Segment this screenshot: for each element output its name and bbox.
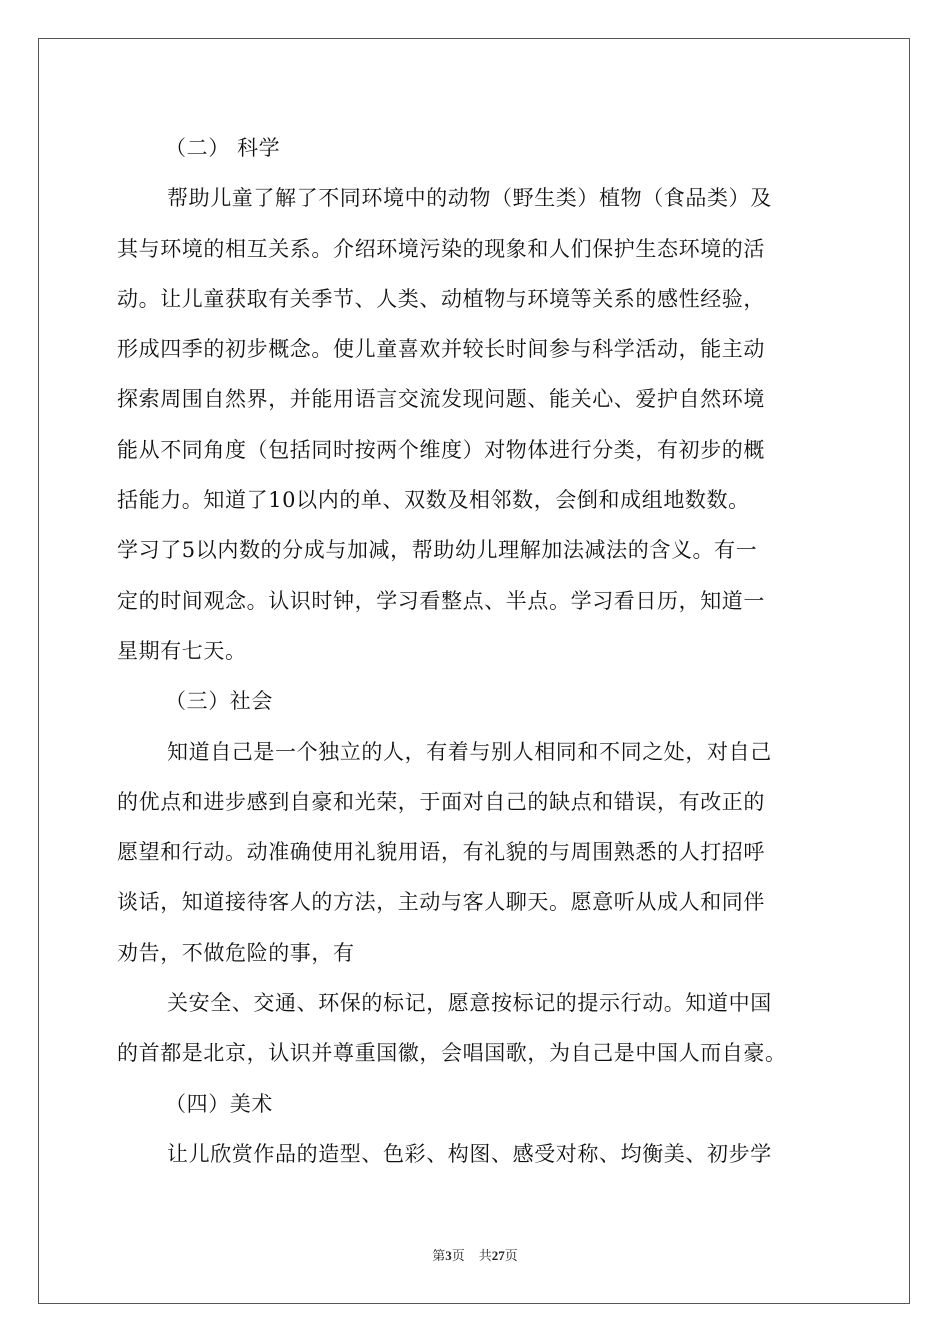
page-suffix: 页 <box>451 1248 465 1263</box>
paragraph-line: 能从不同角度（包括同时按两个维度）对物体进行分类，有初步的概 <box>117 437 765 462</box>
paragraph-line: 的优点和进步感到自豪和光荣，于面对自己的缺点和错误，有改正的 <box>117 789 765 814</box>
paragraph-line: 关安全、交通、环保的标记，愿意按标记的提示行动。知道中国 <box>167 991 772 1016</box>
total-suffix: 页 <box>504 1248 518 1263</box>
total-pages: 27 <box>491 1248 505 1263</box>
page-prefix: 第 <box>432 1248 446 1263</box>
paragraph-line: 愿望和行动。动准确使用礼貌用语，有礼貌的与周围熟悉的人打招呼 <box>117 840 765 865</box>
paragraph-line: 定的时间观念。认识时钟，学习看整点、半点。学习看日历，知道一 <box>117 588 765 613</box>
paragraph-line: 劝告，不做危险的事，有 <box>117 940 355 965</box>
paragraph-line: 形成四季的初步概念。使儿童喜欢并较长时间参与科学活动，能主动 <box>117 337 765 362</box>
paragraph-line: 帮助儿童了解了不同环境中的动物（野生类）植物（食品类）及 <box>167 186 772 211</box>
paragraph-line: 学习了5以内数的分成与加减，帮助幼儿理解加法减法的含义。有一 <box>117 538 758 563</box>
paragraph-line: 谈话，知道接待客人的方法，主动与客人聊天。愿意听从成人和同伴 <box>117 890 765 915</box>
paragraph-line: 的首都是北京，认识并尊重国徽，会唱国歌，为自己是中国人而自豪。 <box>117 1041 787 1066</box>
paragraph-line: 星期有七天。 <box>117 638 247 663</box>
paragraph-line: 探索周围自然界，并能用语言交流发现问题、能关心、爱护自然环境 <box>117 387 765 412</box>
paragraph-line: 括能力。知道了10以内的单、双数及相邻数，会倒和成组地数数。 <box>117 488 750 513</box>
page-number: 3 <box>445 1248 452 1263</box>
paragraph-line: 知道自己是一个独立的人，有着与别人相同和不同之处，对自己 <box>167 739 772 764</box>
document-body <box>117 130 837 1186</box>
section-heading-science: （二） 科学 <box>165 136 281 160</box>
total-prefix: 共 <box>478 1248 492 1263</box>
section-heading-society: （三）社会 <box>165 689 273 714</box>
page-footer <box>0 1248 950 1264</box>
paragraph-line: 其与环境的相互关系。介绍环境污染的现象和人们保护生态环境的活 <box>117 236 765 261</box>
paragraph-line: 让儿欣赏作品的造型、色彩、构图、感受对称、均衡美、初步学 <box>167 1141 772 1166</box>
section-heading-art: （四）美术 <box>165 1091 273 1116</box>
paragraph-line: 动。让儿童获取有关季节、人类、动植物与环境等关系的感性经验， <box>117 286 765 311</box>
